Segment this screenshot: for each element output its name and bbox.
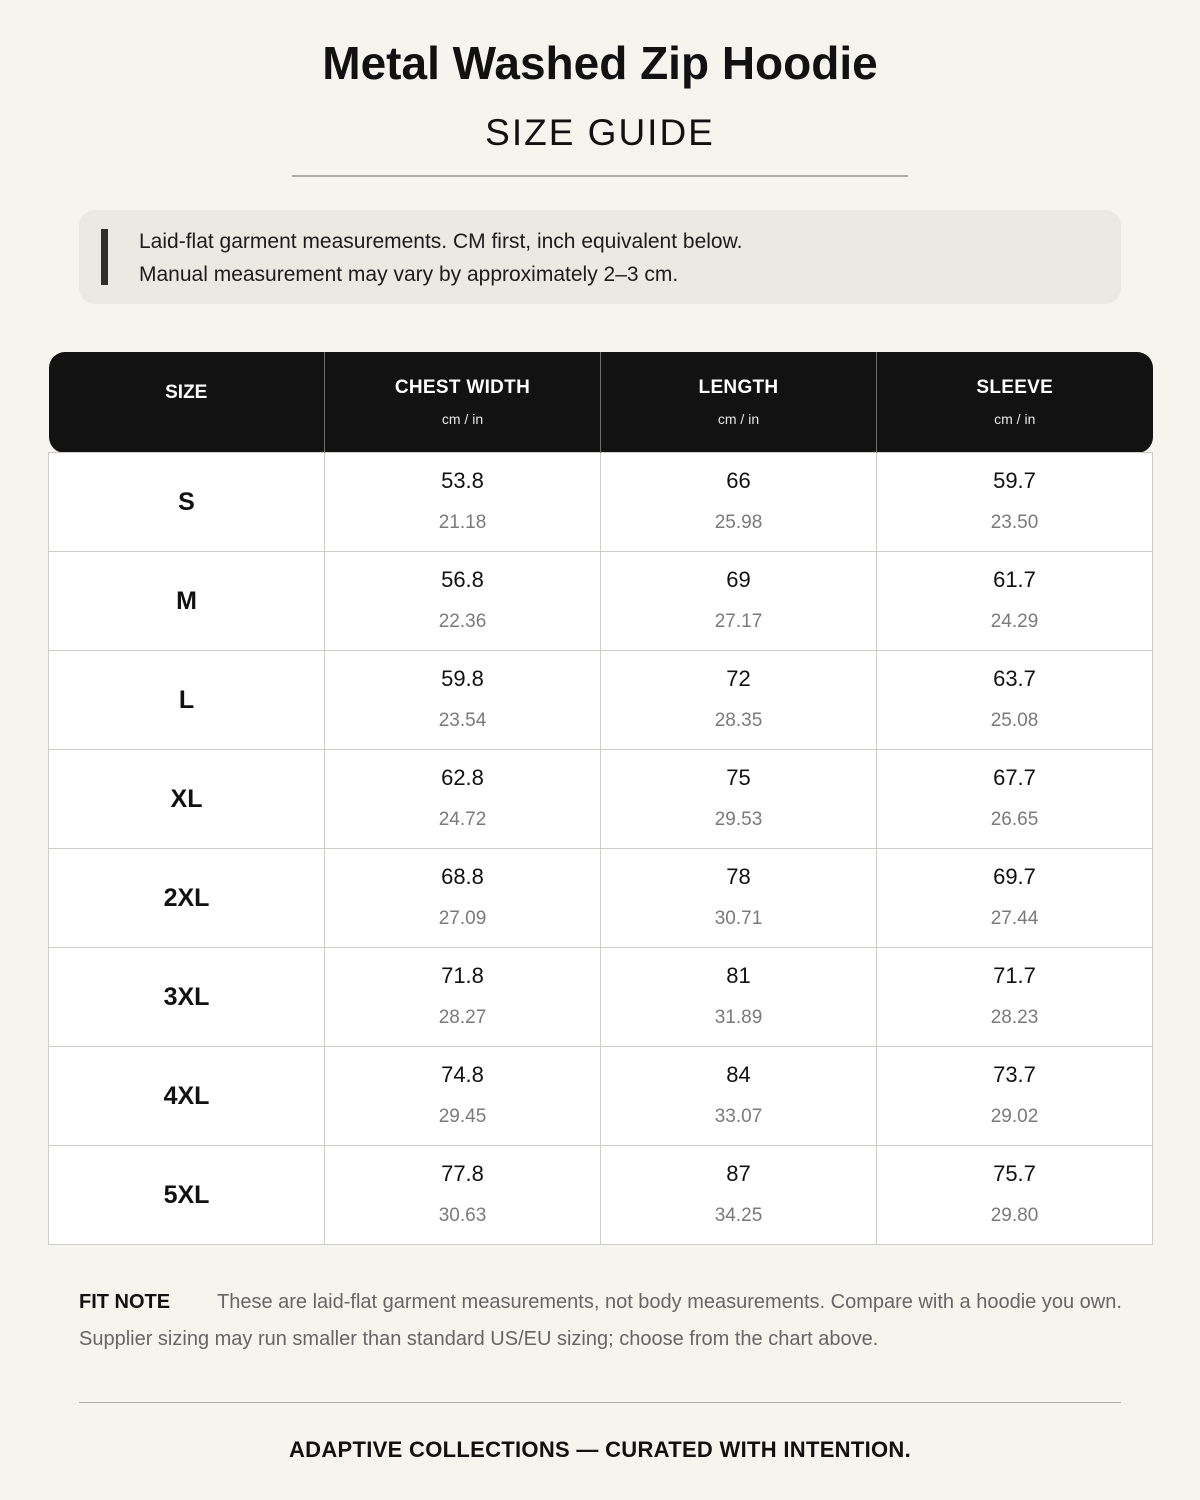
length-cell (601, 750, 877, 849)
sleeve-cm-value: 69.7 (993, 864, 1036, 889)
length-inch-value: 29.53 (714, 809, 763, 830)
chest-inch-value: 24.72 (438, 809, 487, 830)
chest-inch-value: 22.36 (438, 611, 487, 632)
size-table (48, 352, 1153, 1245)
sleeve-cm-value: 71.7 (993, 963, 1036, 988)
page-title: Metal Washed Zip Hoodie (322, 37, 878, 89)
chest-cm-value: 62.8 (441, 765, 484, 790)
chest-cm-value: 53.8 (441, 468, 484, 493)
size-label-cell: 5XL (49, 1146, 325, 1245)
chest-cell (325, 651, 601, 750)
length-cm-value: 87 (726, 1161, 751, 1186)
length-inch-value: 31.89 (714, 1007, 763, 1028)
table-header-row (49, 352, 1153, 453)
chest-cell (325, 552, 601, 651)
length-cm-value: 69 (726, 567, 751, 592)
sleeve-inch-value: 27.44 (990, 908, 1039, 929)
length-inch-value: 25.98 (714, 512, 763, 533)
sleeve-inch-value: 24.29 (990, 611, 1039, 632)
length-cell (601, 1047, 877, 1146)
table-row (49, 1047, 1153, 1146)
size-label-cell: XL (49, 750, 325, 849)
size-label-cell: 4XL (49, 1047, 325, 1146)
column-header-size (49, 352, 325, 453)
table-row (49, 552, 1153, 651)
size-label-cell: 2XL (49, 849, 325, 948)
chest-cell (325, 453, 601, 552)
sleeve-inch-value: 29.02 (990, 1106, 1039, 1127)
length-inch-value: 28.35 (714, 710, 763, 731)
column-header-label: SIZE (165, 382, 208, 403)
sleeve-inch-value: 25.08 (990, 710, 1039, 731)
chest-cell (325, 750, 601, 849)
length-inch-value: 34.25 (714, 1205, 763, 1226)
sleeve-inch-value: 29.80 (990, 1205, 1039, 1226)
sleeve-cm-value: 67.7 (993, 765, 1036, 790)
sleeve-inch-value: 28.23 (990, 1007, 1039, 1028)
measurement-notice (79, 210, 1121, 304)
chest-cell (325, 948, 601, 1047)
length-inch-value: 33.07 (714, 1106, 763, 1127)
sleeve-inch-value: 23.50 (990, 512, 1039, 533)
length-cm-value: 84 (726, 1062, 751, 1087)
chest-cm-value: 59.8 (441, 666, 484, 691)
length-cm-value: 72 (726, 666, 751, 691)
chest-cm-value: 77.8 (441, 1161, 484, 1186)
length-inch-value: 27.17 (714, 611, 763, 632)
sleeve-cm-value: 75.7 (993, 1161, 1036, 1186)
column-header-label: SLEEVE (976, 377, 1054, 398)
length-cell (601, 1146, 877, 1245)
chest-inch-value: 27.09 (438, 908, 487, 929)
chest-cm-value: 68.8 (441, 864, 484, 889)
chest-cm-value: 71.8 (441, 963, 484, 988)
length-cell (601, 552, 877, 651)
length-inch-value: 30.71 (714, 908, 763, 929)
sleeve-cell (877, 651, 1153, 750)
chest-inch-value: 21.18 (438, 512, 487, 533)
column-header-label: CHEST WIDTH (394, 377, 531, 398)
fit-note-line-1 (79, 1288, 1159, 1316)
chest-inch-value: 30.63 (438, 1205, 487, 1226)
sleeve-cell (877, 1146, 1153, 1245)
size-label-cell: 3XL (49, 948, 325, 1047)
column-header-sleeve (877, 352, 1153, 453)
column-header-length (601, 352, 877, 453)
table-row (49, 750, 1153, 849)
size-label-cell: M (49, 552, 325, 651)
table-row (49, 1146, 1153, 1245)
table-row (49, 453, 1153, 552)
sleeve-cm-value: 59.7 (993, 468, 1036, 493)
column-header-chest (325, 352, 601, 453)
length-cm-value: 81 (726, 963, 751, 988)
fit-note-text-1: These are laid-flat garment measurements, not body measurements. Compare with a hoodie you own. (217, 1291, 1122, 1313)
chest-inch-value: 23.54 (438, 710, 487, 731)
table-body (49, 453, 1153, 1245)
size-label-cell: L (49, 651, 325, 750)
chest-cm-value: 56.8 (441, 567, 484, 592)
size-label-cell: S (49, 453, 325, 552)
fit-note-label: FIT NOTE (79, 1291, 171, 1313)
length-cell (601, 948, 877, 1047)
chest-cell (325, 1047, 601, 1146)
table-row (49, 948, 1153, 1047)
sleeve-cm-value: 63.7 (993, 666, 1036, 691)
table-row (49, 651, 1153, 750)
sleeve-inch-value: 26.65 (990, 809, 1039, 830)
footer-tagline: ADAPTIVE COLLECTIONS — CURATED WITH INTENTION. (288, 1437, 912, 1462)
sleeve-cell (877, 849, 1153, 948)
page-subtitle: SIZE GUIDE (485, 112, 715, 153)
column-header-unit: cm / in (441, 411, 484, 427)
length-cell (601, 849, 877, 948)
footer-divider (79, 1402, 1121, 1403)
notice-line-1: Laid-flat garment measurements. CM first, inch equivalent below. (139, 230, 743, 253)
chest-cell (325, 1146, 601, 1245)
fit-note (79, 1288, 1159, 1353)
sleeve-cm-value: 61.7 (993, 567, 1036, 592)
notice-accent-bar (101, 229, 108, 285)
column-header-unit: cm / in (994, 411, 1036, 427)
sleeve-cell (877, 750, 1153, 849)
length-cell (601, 651, 877, 750)
length-cm-value: 75 (726, 765, 751, 790)
length-cm-value: 78 (726, 864, 751, 889)
column-header-label: LENGTH (698, 377, 779, 398)
chest-inch-value: 29.45 (438, 1106, 487, 1127)
chest-inch-value: 28.27 (438, 1007, 487, 1028)
title-divider (292, 175, 908, 177)
sleeve-cell (877, 453, 1153, 552)
column-header-unit: cm / in (717, 411, 760, 427)
sleeve-cm-value: 73.7 (993, 1062, 1036, 1087)
notice-line-2: Manual measurement may vary by approximately 2–3 cm. (139, 263, 679, 286)
chest-cm-value: 74.8 (441, 1062, 484, 1087)
sleeve-cell (877, 552, 1153, 651)
sleeve-cell (877, 948, 1153, 1047)
chest-cell (325, 849, 601, 948)
length-cell (601, 453, 877, 552)
sleeve-cell (877, 1047, 1153, 1146)
table-row (49, 849, 1153, 948)
fit-note-text-2: Supplier sizing may run smaller than standard US/EU sizing; choose from the chart above. (79, 1328, 879, 1350)
length-cm-value: 66 (726, 468, 751, 493)
